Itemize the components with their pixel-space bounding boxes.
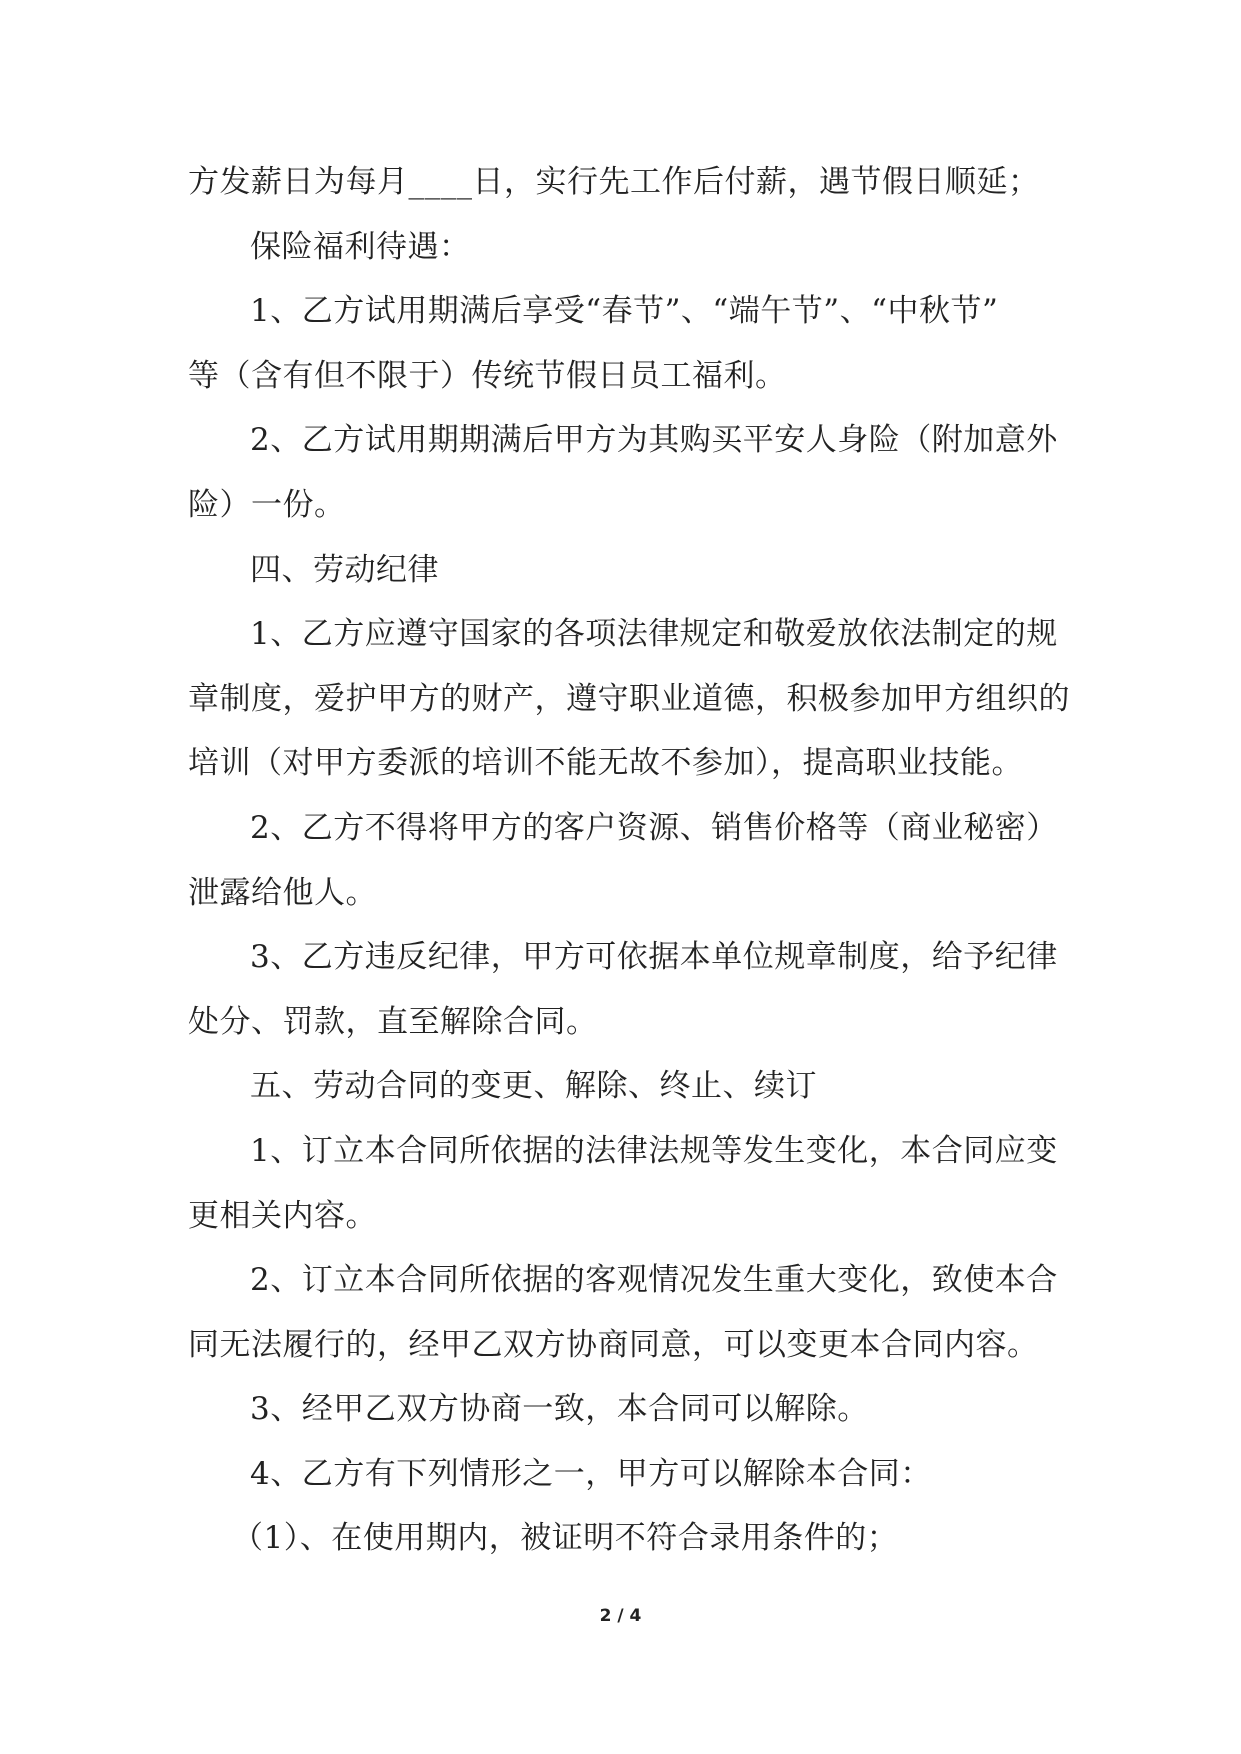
text-line: 等（含有但不限于）传统节假日员工福利。 [188,357,787,394]
section-heading: 五、劳动合同的变更、解除、终止、续订 [250,1068,817,1105]
text-line: 同无法履行的，经甲乙双方协商同意，可以变更本合同内容。 [188,1326,1039,1363]
text-line: 2、订立本合同所依据的客观情况发生重大变化，致使本合 [250,1262,1058,1299]
text-line: 4、乙方有下列情形之一，甲方可以解除本合同： [250,1455,932,1492]
text-line: 3、经甲乙双方协商一致，本合同可以解除。 [250,1391,869,1428]
text-line: 1、乙方试用期满后享受“春节”、“端午节”、“中秋节” [250,293,999,330]
text-line: （1）、在使用期内，被证明不符合录用条件的； [232,1520,899,1557]
section-heading: 四、劳动纪律 [250,551,439,588]
text-line: 方发薪日为每月____日，实行先工作后付薪，遇节假日顺延； [188,164,1040,200]
text-line: 章制度，爱护甲方的财产，遵守职业道德，积极参加甲方组织的 [188,680,1070,717]
text-line: 培训（对甲方委派的培训不能无故不参加），提高职业技能。 [188,745,1023,782]
text-line: 保险福利待遇： [250,228,471,265]
text-line: 更相关内容。 [188,1197,377,1234]
text-line: 1、乙方应遵守国家的各项法律规定和敬爱放依法制定的规 [250,616,1058,653]
text-line: 1、订立本合同所依据的法律法规等发生变化，本合同应变 [250,1132,1058,1169]
text-line: 2、乙方试用期期满后甲方为其购买平安人身险（附加意外 [250,422,1058,459]
document-body [188,150,1070,1571]
text-line: 泄露给他人。 [188,874,377,911]
text-line: 3、乙方违反纪律，甲方可依据本单位规章制度，给予纪律 [250,939,1058,976]
text-line: 2、乙方不得将甲方的客户资源、销售价格等（商业秘密） [250,809,1058,846]
page-number: 2 / 4 [599,1606,642,1626]
text-line: 险）一份。 [188,486,346,523]
text-line: 处分、罚款，直至解除合同。 [188,1003,598,1040]
